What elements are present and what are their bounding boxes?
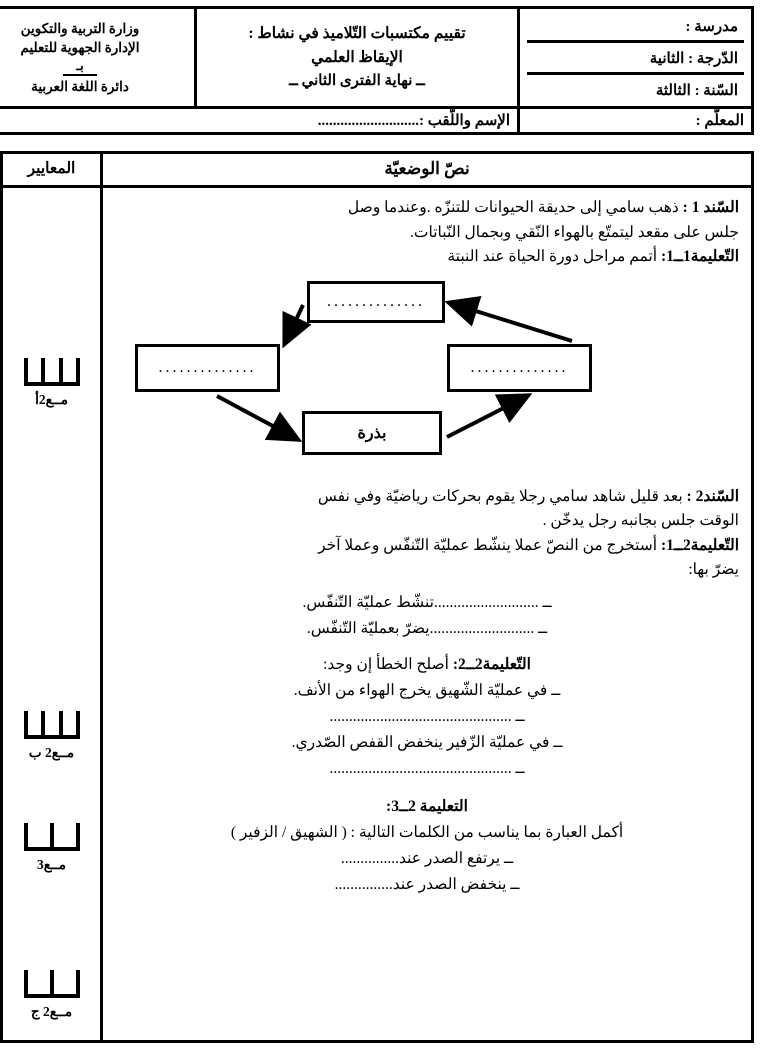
degree-row	[527, 42, 744, 74]
ministry-line-2: الإدارة الجهوية للتعليم	[20, 40, 140, 56]
instruction2-1-label: التّعليمة2ــ1:	[660, 536, 739, 554]
support2-label: السّند2 :	[686, 487, 739, 505]
criteria-comb-icon-2[interactable]	[24, 711, 80, 739]
instruction1-1-text: أتمم مراحل دورة الحياة عند النبتة	[447, 248, 658, 266]
instruction2-1-line1	[115, 534, 739, 558]
situation-text-header: نصّ الوضعيّة	[102, 153, 753, 187]
instruction2-1-answer-2: ــ ...........................يضرّ بعمليّة التّنفّس.	[306, 619, 548, 637]
ministry-line-3: دائرة اللغة العربية	[31, 78, 129, 94]
diagram-box-left: ..............	[447, 344, 592, 392]
criteria-mark-label-1: مــع2أ	[35, 392, 68, 407]
criteria-mark-label-2: مــع2 ب	[28, 745, 75, 760]
ministry-connector: بـ	[76, 57, 84, 73]
criteria-mark-3[interactable]	[3, 823, 100, 873]
instruction2-3-label: التعليمة 2ــ3:	[386, 797, 468, 815]
assessment-period: ــ نهاية الفترى الثاني ــ	[289, 72, 425, 89]
diagram-box-top: ..............	[307, 281, 445, 323]
ministry-divider	[63, 74, 97, 76]
criteria-comb-icon-4[interactable]	[24, 970, 80, 998]
header-main-row	[0, 8, 753, 108]
ministry-cell	[0, 8, 196, 108]
instruction2-2-item-1: ــ في عمليّة الشّهيق يخرج الهواء من الأنف.	[293, 681, 561, 699]
criteria-comb-icon-3[interactable]	[24, 823, 80, 851]
year-row	[527, 74, 744, 105]
criteria-header: المعايير	[2, 153, 102, 187]
instruction2-1-text1: أستخرج من النصّ عملا ينشّط عمليّة التّنفّس وعملا آخر	[318, 536, 658, 554]
ministry-line-1: وزارة التربية والتكوين	[20, 20, 140, 36]
criteria-mark-4[interactable]	[3, 970, 100, 1020]
spacer-a	[115, 583, 739, 589]
student-name-field: الإسم واللّقب :...........................	[0, 108, 519, 134]
criteria-mark-2[interactable]	[3, 711, 100, 761]
support2-line1	[115, 485, 739, 509]
school-info-table	[527, 11, 744, 104]
main-content-table	[0, 151, 754, 1043]
teacher-field: المعلّم :	[519, 108, 753, 134]
assessment-title: تقييم مكتسبات التّلاميذ في نشاط :	[248, 25, 466, 43]
instruction2-3-item-2: ــ ينخفض الصدر عند...............	[334, 875, 520, 893]
table-body-row	[2, 187, 753, 1042]
year-field: السّنة : الثالثة	[655, 82, 738, 99]
support1-label: السّند 1 :	[682, 199, 739, 216]
header-name-row	[0, 108, 753, 134]
support1-line2: جلس على مقعد ليتمتّع بالهواء النّقي وبجمال النّباتات.	[410, 223, 739, 241]
criteria-comb-icon-1[interactable]	[24, 358, 80, 386]
criteria-mark-label-4: مــع2 ج	[30, 1004, 73, 1019]
header-body-gap	[9, 135, 754, 151]
instruction2-2-item-2: ــ في عمليّة الزّفير ينخفض القفص الصّدري.	[291, 733, 563, 751]
criteria-mark-label-3: مــع3	[36, 857, 67, 872]
instruction2-2-blank-2: ــ ...............................................	[329, 759, 525, 777]
school-info-cell	[519, 8, 753, 108]
criteria-mark-1[interactable]	[3, 358, 100, 408]
instruction2-2-line	[115, 653, 739, 677]
spacer-c	[115, 783, 739, 793]
life-cycle-diagram	[117, 279, 737, 479]
diagram-box-bottom: بذرة	[302, 411, 442, 455]
instruction2-2-label: التّعليمة2ــ2:	[452, 655, 531, 673]
instruction2-1-answer-1: ــ ...........................تنشّط عمليّة التّنفّس.	[302, 593, 552, 611]
spacer-b	[115, 643, 739, 651]
table-header-row	[2, 153, 753, 187]
support1-line1	[115, 196, 739, 220]
situation-body-cell	[102, 187, 753, 1042]
assessment-subject: الإيقاظ العلمي	[311, 48, 403, 66]
support2-line2: الوقت جلس بجانبه رجل يدخّن .	[542, 512, 739, 530]
degree-field: الدّرجة : الثانية	[527, 42, 744, 74]
instruction2-3-text: أكمل العبارة بما يناسب من الكلمات التالية : ( الشهيق / الزفير )	[230, 823, 624, 841]
instruction2-1-line2: يضرّ بها:	[688, 561, 739, 579]
instruction2-2-blank-1: ــ ...............................................	[329, 707, 525, 725]
instruction2-2-text: أصلح الخطأ إن وجد:	[323, 655, 449, 673]
header-table	[0, 6, 754, 135]
instruction1-1-line	[115, 245, 739, 269]
diagram-box-right: ..............	[135, 344, 280, 392]
criteria-body-cell	[2, 187, 102, 1042]
assessment-title-cell	[196, 8, 519, 108]
school-field: مدرسة :	[527, 11, 744, 42]
support1-text1: ذهب سامي إلى حديقة الحيوانات للتنزّه .وعندما وصل	[347, 199, 679, 216]
instruction1-1-label: التّعليمة1ــ1:	[660, 248, 739, 266]
support2-text1: بعد قليل شاهد سامي رجلا يقوم بحركات رياضيّة وفي نفس	[317, 487, 683, 505]
school-row	[527, 11, 744, 42]
instruction2-3-item-1: ــ يرتفع الصدر عند...............	[340, 849, 514, 867]
